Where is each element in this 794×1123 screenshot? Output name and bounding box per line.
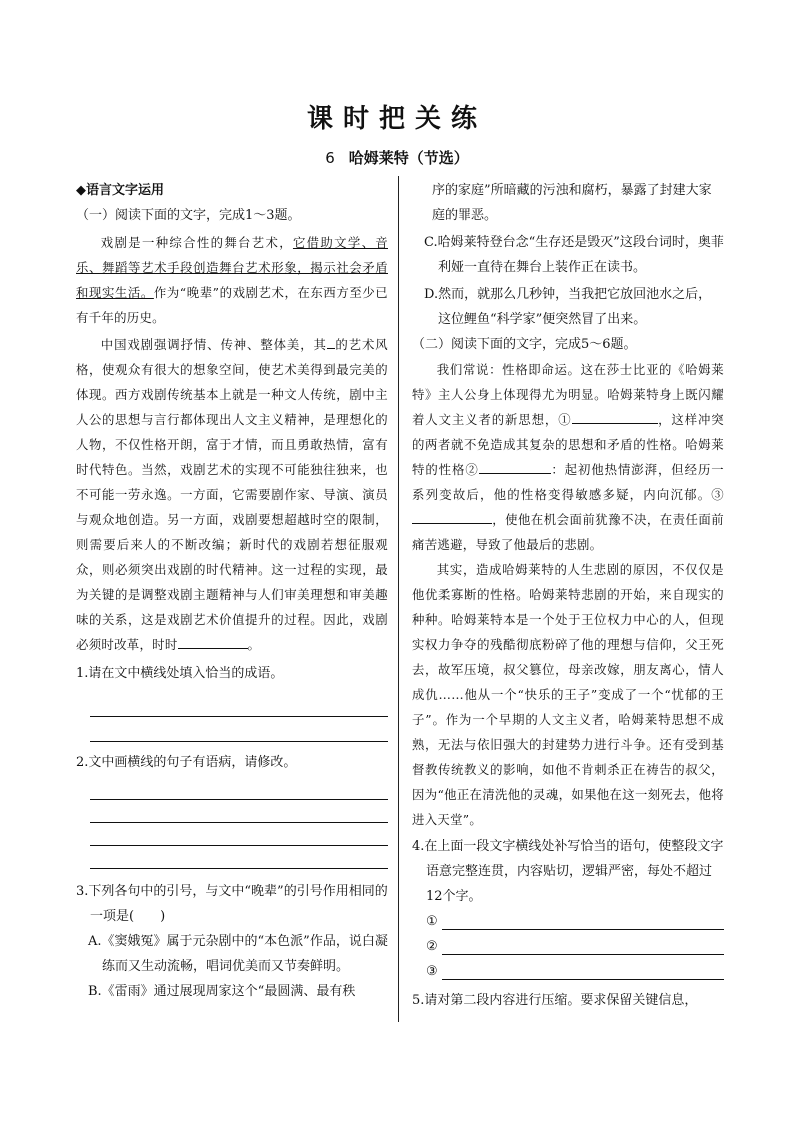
p2-end: 。 (247, 637, 261, 652)
lesson-title (0, 147, 794, 168)
q3-option-c: C.哈姆莱特登台念“生存还是毁灭”这段台词时，奥菲利娅一直待在舞台上装作正在读书。 (424, 235, 724, 275)
passage-paragraph-3 (412, 357, 724, 557)
column-divider (398, 176, 399, 1022)
passage-paragraph-1 (76, 230, 388, 330)
p1-text-a: 戏剧是一种综合性的舞台艺术， (100, 235, 293, 250)
question-4: 4.在上面一段文字横线处补写恰当的语句，使整段文字语意完整连贯，内容贴切，逻辑严密，每处不超过12个字。 (412, 839, 724, 904)
p3-text-c: ：起初他热情澎湃，但经历一系列变故后，他的性格变得敏感多疑，内向沉郁。③ (412, 462, 725, 502)
part2-intro: （二）阅读下面的文字，完成5～6题。 (412, 337, 637, 352)
question-2: 2.文中画横线的句子有语病，请修改。 (76, 755, 297, 770)
circle-number-2: ② (426, 939, 438, 954)
answer-line[interactable] (442, 938, 724, 955)
q3-option-b-continued: 序的家庭”所暗藏的污浊和腐朽，暴露了封建大家庭的罪恶。 (432, 183, 712, 223)
answer-line[interactable] (442, 913, 724, 930)
question-5: 5.请对第二段内容进行压缩。要求保留关键信息， (412, 993, 698, 1008)
q3-option-a: A.《窦娥冤》属于元杂剧中的“本色派”作品，说白凝练而又生动流畅，唱词优美而又节奏鲜明。 (88, 934, 388, 974)
question-3: 3.下列各句中的引号，与文中“晚辈”的引号作用相同的一项是( ) (76, 884, 388, 924)
answer-line[interactable] (90, 741, 388, 742)
blank-idiom-1[interactable] (327, 334, 335, 349)
lesson-name: 哈姆莱特（节选） (348, 149, 469, 167)
p1-underlined-1: 它借助文学、音乐、舞 (76, 235, 388, 275)
q3-option-d: D.然而，就那么几秒钟，当我把它放回池水之后，这位鲤鱼“科学家”便突然冒了出来。 (424, 287, 712, 327)
q3-option-b: B.《雷雨》通过展现周家这个“最圆满、最有秩 (88, 984, 356, 999)
left-column (76, 178, 388, 1004)
p3-text-d: ，使他在机会面前犹豫不决，在责任面前痛苦逃避，导致了他最后的悲剧。 (412, 512, 724, 552)
p2-text-b: 的艺术风格，使观众有很大的想象空间，使艺术美得到最完美的体现。西方戏剧传统基本上就是一种文人传统，剧中主人公的思想与言行都体现出人文主义精神，是理想化的人物，不仅性格开朗，富于才情，而且勇敢热情，富有时代特色。当然，戏剧艺术的实现不可能独往独来，也不可能一劳永逸。一方面，它需要剧作家、导演、演员与观众地创造。另一方面，戏剧要想超越时空的限制，则需要后来人的不断改编；新时代的戏剧若想征服观众，则必须突出戏剧的时代精神。这一过程的实现，最为关键的是调整戏剧主题精神与人们审美理想和审美趣味的关系，这是戏剧艺术价值提升的过程。因此，戏剧必须时改革，时时 (76, 337, 388, 652)
question-1: 1.请在文中横线处填入恰当的成语。 (76, 666, 284, 681)
page-title: 课时把关练 (306, 104, 487, 134)
blank-idiom-2[interactable] (178, 634, 248, 649)
lesson-number: 6 (325, 149, 335, 167)
blank-3[interactable] (412, 509, 492, 524)
blank-2[interactable] (479, 459, 551, 474)
p1-underlined-2: 蹈等艺术手段创造舞台艺术形象，揭示社会矛盾和现实生活。 (76, 260, 388, 300)
circle-number-3: ③ (426, 964, 438, 979)
right-column (412, 178, 724, 1013)
p2-text-a: 中国戏剧强调抒情、传神、整体美，其 (100, 337, 327, 352)
passage-paragraph-4: 其实，造成哈姆莱特的人生悲剧的原因，不仅仅是他优柔寡断的性格。哈姆莱特悲剧的开始，来自现实的种种。哈姆莱特本是一个处于王位权力中心的人，但现实权力争夺的残酷彻底粉碎了他的理想与信仰，父王死去，故军压境，叔父篡位，母亲改嫁，朋友离心，情人成仇……他从一个“快乐的王子”变成了一个“忧郁的王子”。作为一个早期的人文主义者，哈姆莱特思想不成熟，无法与依旧强大的封建势力进行斗争。还有受到基督教传统教义的影响，如他不肯刺杀正在祷告的叔父，因为“他正在清洗他的灵魂，如果他在这一刻死去，他将进入天堂”。 (412, 562, 724, 827)
part1-intro: （一）阅读下面的文字，完成1～3题。 (76, 208, 301, 223)
answer-row-2[interactable] (426, 934, 724, 959)
p3-text-b: ，这样冲突的两者就不免造成其复杂的思想和矛盾的性格。哈姆莱特的性格② (412, 412, 724, 477)
answer-row-1[interactable] (426, 909, 724, 934)
passage-paragraph-2 (76, 332, 388, 657)
circle-number-1: ① (426, 914, 438, 929)
blank-1[interactable] (572, 409, 658, 424)
section-heading: ◆语言文字运用 (76, 183, 164, 198)
answer-row-3[interactable] (426, 959, 724, 984)
p1-text-b: 作为“晚辈”的戏剧艺术，在东西方至少已有千年的历史。 (76, 285, 388, 325)
answer-line[interactable] (90, 868, 388, 869)
answer-line[interactable] (442, 963, 724, 980)
p3-text-a: 我们常说：性格即命运。这在莎士比亚的《哈姆莱特》主人公身上体现得尤为明显。哈姆莱特身上既闪耀着人文主义者的新思想，① (412, 362, 724, 427)
